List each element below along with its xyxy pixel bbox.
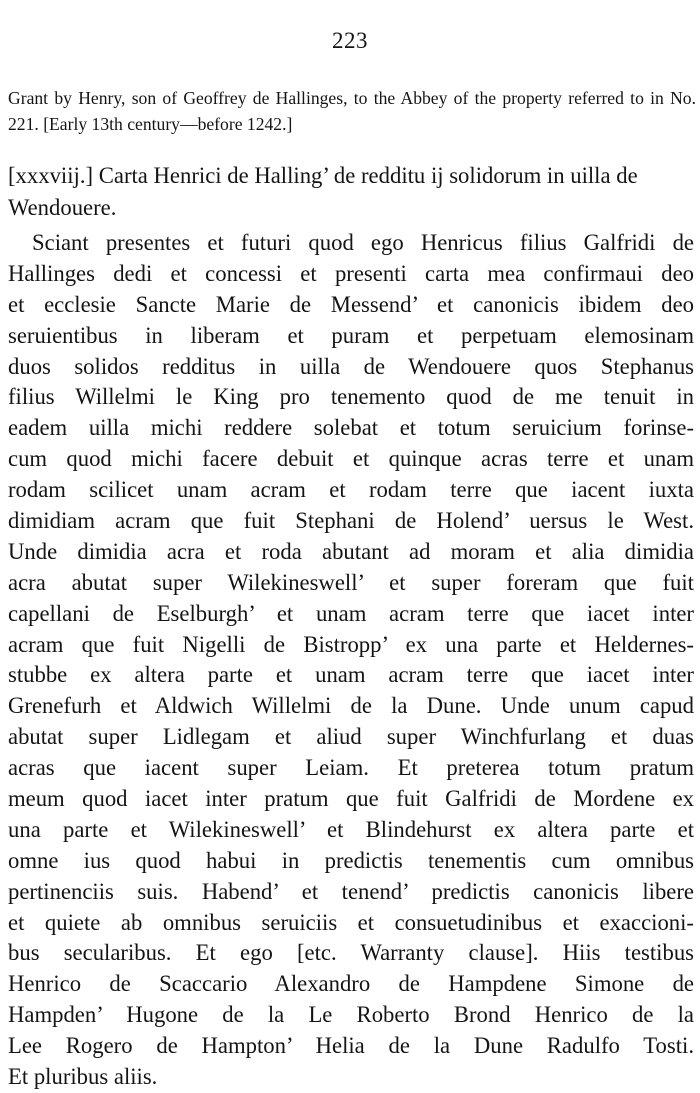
charter-body: [8, 228, 694, 1093]
page-number: 223: [332, 28, 368, 53]
body-line: et ecclesie Sancte Marie de Messend’ et canonicis ibidem deo: [8, 291, 694, 317]
body-line: bus secularibus. Et ego [etc. Warranty clause]. Hiis testibus: [8, 940, 694, 966]
body-line: Unde dimidia acra et roda abutant ad moram et alia dimidia: [8, 538, 694, 564]
body-line: Lee Rogero de Hampton’ Helia de la Dune Radulfo Tosti.: [8, 1033, 694, 1059]
charter-summary: Grant by Henry, son of Geoffrey de Hallinges, to the Abbey of the property referred to in No. 221. [Early 13th century—before 1242.]: [8, 88, 696, 134]
body-line: et quiete ab omnibus seruiciis et consuetudinibus et exaccioni-: [8, 909, 694, 935]
body-line: stubbe ex altera parte et unam acram terre que iacet inter: [8, 662, 694, 688]
body-line: abutat super Lidlegam et aliud super Winchfurlang et duas: [8, 724, 694, 750]
body-line: rodam scilicet unam acram et rodam terre que iacent iuxta: [8, 477, 694, 503]
body-line: capellani de Eselburgh’ et unam acram terre que iacet inter: [8, 600, 694, 626]
body-line: acras que iacent super Leiam. Et preterea totum pratum: [8, 755, 694, 781]
body-line: cum quod michi facere debuit et quinque acras terre et unam: [8, 446, 694, 472]
body-line: filius Willelmi le King pro tenemento quod de me tenuit in: [8, 384, 694, 410]
body-line: Hampden’ Hugone de la Le Roberto Brond Henrico de la: [8, 1002, 694, 1028]
body-line: Grenefurh et Aldwich Willelmi de la Dune. Unde unum capud: [8, 693, 694, 719]
body-line: meum quod iacet inter pratum que fuit Galfridi de Mordene ex: [8, 786, 694, 812]
body-line: Henrico de Scaccario Alexandro de Hampdene Simone de: [8, 971, 694, 997]
body-line: duos solidos redditus in uilla de Wendouere quos Stephanus: [8, 353, 694, 379]
body-line: Et pluribus aliis.: [8, 1064, 158, 1090]
body-line: acram que fuit Nigelli de Bistropp’ ex una parte et Heldernes-: [8, 631, 694, 657]
body-line: eadem uilla michi reddere solebat et totum seruicium forinse-: [8, 415, 694, 441]
body-line: pertinenciis suis. Habend’ et tenend’ predictis canonicis libere: [8, 878, 694, 904]
body-line: Hallinges dedi et concessi et presenti carta mea confirmaui deo: [8, 260, 694, 286]
body-line: dimidiam acram que fuit Stephani de Holend’ uersus le West.: [8, 508, 694, 534]
body-line: seruientibus in liberam et puram et perpetuam elemosinam: [8, 322, 694, 348]
charter-heading: [xxxviij.] Carta Henrici de Halling’ de redditu ij solidorum in uilla de Wendouere.: [8, 163, 638, 220]
body-line: Sciant presentes et futuri quod ego Henricus filius Galfridi de: [32, 230, 694, 255]
body-line: omne ius quod habui in predictis tenementis cum omnibus: [8, 847, 694, 873]
body-line: acra abutat super Wilekineswell’ et super foreram que fuit: [8, 569, 694, 595]
body-line: una parte et Wilekineswell’ et Blindehurst ex altera parte et: [8, 816, 694, 842]
